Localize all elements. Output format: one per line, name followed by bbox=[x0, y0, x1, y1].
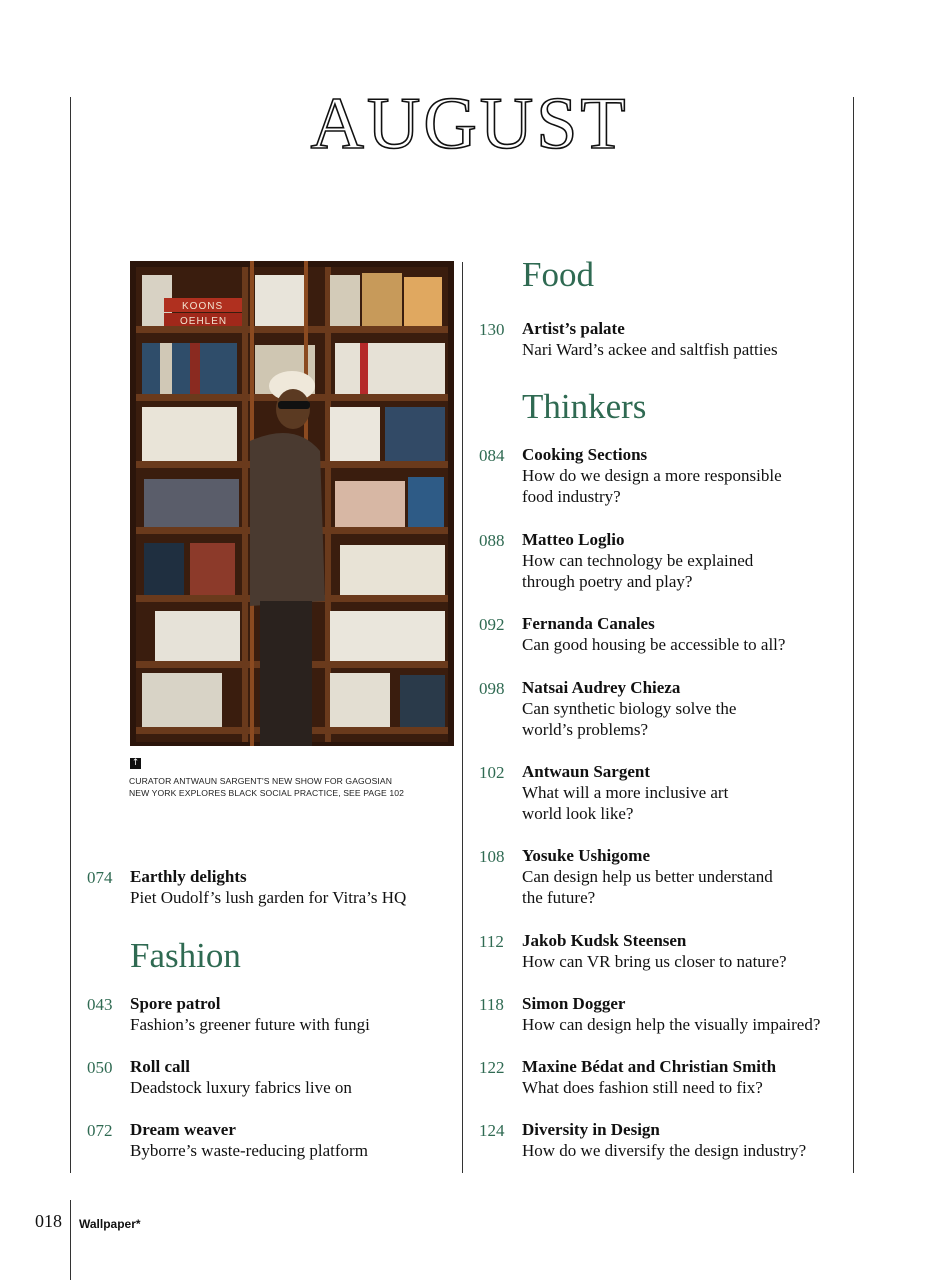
toc-entry-desc: Can good housing be accessible to all? bbox=[522, 635, 786, 654]
toc-entry-natsai-audrey-chieza[interactable] bbox=[479, 677, 844, 740]
arrow-up-icon: ↑ bbox=[131, 758, 140, 768]
toc-entry-title: Fernanda Canales bbox=[522, 614, 655, 633]
toc-entry-earthly-delights[interactable] bbox=[87, 866, 457, 908]
toc-page-number: 072 bbox=[87, 1121, 113, 1140]
toc-page-number: 092 bbox=[479, 615, 505, 634]
toc-entry-title: Earthly delights bbox=[130, 867, 247, 886]
toc-entry-desc: food industry? bbox=[522, 487, 621, 506]
footer-rule bbox=[70, 1200, 71, 1280]
toc-page-number: 122 bbox=[479, 1058, 505, 1077]
toc-page-number: 050 bbox=[87, 1058, 113, 1077]
toc-entry-matteo-loglio[interactable] bbox=[479, 529, 844, 592]
section-heading-thinkers: Thinkers bbox=[522, 387, 647, 426]
toc-entry-desc: world’s problems? bbox=[522, 720, 649, 739]
toc-entry-desc: Can synthetic biology solve the bbox=[522, 699, 737, 718]
toc-entry-title: Roll call bbox=[130, 1057, 190, 1076]
photo-caption bbox=[129, 775, 449, 799]
toc-entry-title: Cooking Sections bbox=[522, 445, 648, 464]
page-title: AUGUST bbox=[310, 83, 629, 165]
column-divider-rule bbox=[462, 262, 463, 1173]
toc-entry-desc: Fashion’s greener future with fungi bbox=[130, 1015, 370, 1034]
section-heading-food: Food bbox=[522, 255, 594, 294]
toc-entry-diversity-in-design[interactable] bbox=[479, 1119, 844, 1161]
koons-spine: KOONS bbox=[182, 301, 224, 312]
photo-caption-line: NEW YORK EXPLORES BLACK SOCIAL PRACTICE, SEE PAGE 102 bbox=[129, 788, 404, 798]
toc-entry-desc: the future? bbox=[522, 888, 596, 907]
toc-entry-desc: Piet Oudolf’s lush garden for Vitra’s HQ bbox=[130, 888, 407, 907]
toc-entry-spore-patrol[interactable] bbox=[87, 993, 457, 1035]
toc-page-number: 130 bbox=[479, 320, 505, 339]
brand-logo: Wallpaper* bbox=[79, 1217, 141, 1231]
toc-entry-roll-call[interactable] bbox=[87, 1056, 457, 1098]
toc-page-number: 084 bbox=[479, 446, 505, 465]
toc-entry-desc: through poetry and play? bbox=[522, 572, 693, 591]
toc-entry-title: Diversity in Design bbox=[522, 1120, 660, 1139]
toc-entry-desc: What does fashion still need to fix? bbox=[522, 1078, 763, 1097]
toc-entry-yosuke-ushigome[interactable] bbox=[479, 845, 844, 908]
toc-entry-desc: What will a more inclusive art bbox=[522, 783, 729, 802]
toc-entry-desc: How do we design a more responsible bbox=[522, 466, 782, 485]
toc-entry-title: Jakob Kudsk Steensen bbox=[522, 931, 687, 950]
toc-entry-cooking-sections[interactable] bbox=[479, 444, 844, 507]
toc-entry-desc: How do we diversify the design industry? bbox=[522, 1141, 807, 1160]
toc-entry-desc: Byborre’s waste-reducing platform bbox=[130, 1141, 368, 1160]
left-margin-rule bbox=[70, 97, 71, 1173]
toc-entry-fernanda-canales[interactable] bbox=[479, 613, 844, 655]
toc-entry-desc: Deadstock luxury fabrics live on bbox=[130, 1078, 352, 1097]
oehlen-spine: OEHLEN bbox=[180, 316, 228, 327]
toc-page-number: 108 bbox=[479, 847, 505, 866]
toc-entry-desc: world look like? bbox=[522, 804, 634, 823]
toc-entry-title: Dream weaver bbox=[130, 1120, 236, 1139]
toc-entry-desc: Nari Ward’s ackee and saltfish patties bbox=[522, 340, 778, 359]
toc-entry-artists-palate[interactable] bbox=[479, 318, 844, 360]
toc-entry-title: Yosuke Ushigome bbox=[522, 846, 650, 865]
toc-entry-title: Artist’s palate bbox=[522, 319, 625, 338]
toc-page-number: 074 bbox=[87, 868, 113, 887]
toc-entry-title: Simon Dogger bbox=[522, 994, 626, 1013]
toc-entry-title: Spore patrol bbox=[130, 994, 221, 1013]
toc-entry-simon-dogger[interactable] bbox=[479, 993, 844, 1035]
toc-entry-dream-weaver[interactable] bbox=[87, 1119, 457, 1161]
right-margin-rule bbox=[853, 97, 854, 1173]
toc-entry-desc: How can VR bring us closer to nature? bbox=[522, 952, 787, 971]
toc-entry-maxine-bedat[interactable] bbox=[479, 1056, 844, 1098]
toc-entry-title: Matteo Loglio bbox=[522, 530, 625, 549]
feature-photo bbox=[130, 261, 454, 746]
toc-page-number: 043 bbox=[87, 995, 113, 1014]
toc-page-number: 098 bbox=[479, 679, 505, 698]
toc-page-number: 088 bbox=[479, 531, 505, 550]
toc-entry-desc: Can design help us better understand bbox=[522, 867, 773, 886]
toc-page-number: 102 bbox=[479, 763, 505, 782]
toc-entry-desc: How can design help the visually impaired? bbox=[522, 1015, 821, 1034]
toc-entry-title: Antwaun Sargent bbox=[522, 762, 650, 781]
toc-entry-desc: How can technology be explained bbox=[522, 551, 754, 570]
toc-page-number: 118 bbox=[479, 995, 504, 1014]
toc-page-number: 124 bbox=[479, 1121, 505, 1140]
toc-entry-antwaun-sargent[interactable] bbox=[479, 761, 844, 824]
photo-caption-line: CURATOR ANTWAUN SARGENT'S NEW SHOW FOR GAGOSIAN bbox=[129, 776, 393, 786]
toc-entry-title: Natsai Audrey Chieza bbox=[522, 678, 681, 697]
toc-entry-title: Maxine Bédat and Christian Smith bbox=[522, 1057, 777, 1076]
toc-page-number: 112 bbox=[479, 932, 504, 951]
folio-page-number: 018 bbox=[35, 1211, 62, 1231]
section-heading-fashion: Fashion bbox=[130, 936, 241, 975]
toc-entry-jakob-kudsk-steensen[interactable] bbox=[479, 930, 844, 972]
